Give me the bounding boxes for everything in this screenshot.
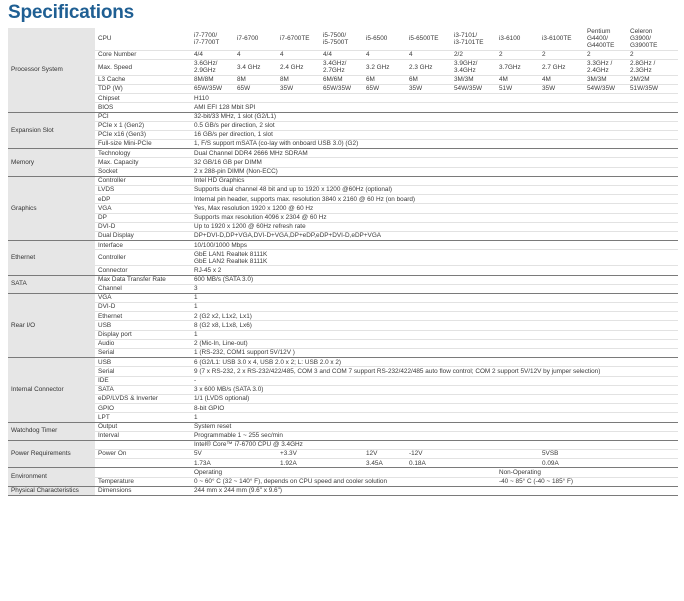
table-row <box>8 312 678 321</box>
cell-line: i5-6500TE <box>409 35 439 43</box>
cpu-model-cell <box>234 28 277 50</box>
value-cell: 10/100/1000 Mbps <box>191 241 678 250</box>
value-cell: 8 (G2 x8, L1x8, Lx6) <box>191 321 678 330</box>
value-cell <box>627 59 678 75</box>
value-cell: 1/1 (LVDS optional) <box>191 394 678 403</box>
category-cell: Rear I/O <box>8 293 95 357</box>
value-cell <box>627 75 678 84</box>
cell-line: 2.8GHz / <box>630 60 656 68</box>
power-rail: 5V <box>191 450 277 459</box>
table-row <box>8 213 678 222</box>
value-cell <box>191 84 234 93</box>
row-label: SATA <box>95 385 191 394</box>
cell-line: 3.6GHz/ <box>194 60 218 68</box>
value-cell <box>277 59 320 75</box>
row-label: LVDS <box>95 186 191 195</box>
value-cell <box>496 75 539 84</box>
value-cell: 1 (RS-232, COM1 support 5V/12V ) <box>191 349 678 358</box>
table-row <box>8 284 678 293</box>
cell-line: 4 <box>409 51 413 59</box>
value-cell <box>496 84 539 93</box>
cell-line: 4M <box>542 76 551 84</box>
category-cell: Expansion Slot <box>8 112 95 149</box>
cell-line: 2 <box>630 51 634 59</box>
cell-line: Celeron <box>630 28 653 35</box>
cell-line: i3-6100 <box>499 35 521 43</box>
cpu-model-cell <box>584 28 627 50</box>
table-row <box>8 130 678 139</box>
env-nonoperating-value: -40 ~ 85° C (-40 ~ 185° F) <box>496 477 678 486</box>
cell-line: Pentium <box>587 28 611 35</box>
table-row <box>8 321 678 330</box>
cpu-model-cell <box>191 28 234 50</box>
power-heading: Intel® Core™ i7-6700 CPU @ 3.4GHz <box>191 440 678 449</box>
cell-line: G3900TE <box>630 42 658 50</box>
row-label: CPU <box>95 28 191 50</box>
table-row <box>8 28 678 50</box>
power-current: 0.18A <box>406 459 539 468</box>
value-cell <box>627 84 678 93</box>
value-cell: - <box>191 376 678 385</box>
value-cell: 9 (7 x RS-232, 2 x RS-232/422/485, COM 3 and COM 7 support RS-232/422/485 auto flow control; COM 2 support 5V/12V by jumper selection) <box>191 367 678 376</box>
page-title: Specifications <box>8 2 135 23</box>
cell-line: i3-7101TE <box>454 38 484 46</box>
cell-line: 4 <box>237 51 241 59</box>
value-cell <box>277 50 320 59</box>
table-row <box>8 158 678 167</box>
cell-line: 3M/3M <box>587 76 607 84</box>
value-cell <box>191 250 678 266</box>
table-row <box>8 440 678 449</box>
cpu-model-cell <box>406 28 451 50</box>
value-cell <box>406 50 451 59</box>
cell-line: 3.9GHz/ <box>454 60 478 68</box>
cell-line: i3-7101/ <box>454 31 478 39</box>
cell-line: 4 <box>280 51 284 59</box>
value-cell <box>320 59 363 75</box>
cpu-model-cell <box>627 28 678 50</box>
table-row <box>8 486 678 495</box>
cell-line: 3.3GHz / <box>587 60 613 68</box>
row-label: Dual Display <box>95 231 191 240</box>
row-label: Channel <box>95 284 191 293</box>
value-cell <box>234 50 277 59</box>
value-cell <box>234 59 277 75</box>
value-cell: 3 <box>191 284 678 293</box>
cell-line: 65W <box>366 85 380 93</box>
value-cell <box>191 50 234 59</box>
cell-line: i7-6700TE <box>280 35 310 43</box>
cpu-model-cell <box>277 28 320 50</box>
cell-line: 2.7 GHz <box>542 63 566 71</box>
row-label: DP <box>95 213 191 222</box>
value-cell <box>627 50 678 59</box>
row-label <box>95 440 191 449</box>
table-row <box>8 94 678 103</box>
category-cell: Internal Connector <box>8 358 95 422</box>
row-label: BIOS <box>95 103 191 112</box>
row-label: Chipset <box>95 94 191 103</box>
cell-line: 54W/35W <box>587 85 616 93</box>
table-row <box>8 149 678 158</box>
row-label: Max. Capacity <box>95 158 191 167</box>
value-cell <box>451 59 496 75</box>
table-row <box>8 303 678 312</box>
value-cell <box>451 84 496 93</box>
value-cell: Supports dual channel 48 bit and up to 1920 x 1200 @60Hz (optional) <box>191 186 678 195</box>
cell-line: G4400/ <box>587 35 608 43</box>
table-row <box>8 140 678 149</box>
category-cell: Processor System <box>8 28 95 112</box>
value-cell <box>584 50 627 59</box>
cell-line: GbE LAN2 Realtek 8111K <box>194 257 268 265</box>
cell-line: 3.7GHz <box>499 63 521 71</box>
table-row <box>8 195 678 204</box>
row-label: Ethernet <box>95 312 191 321</box>
row-label: Audio <box>95 339 191 348</box>
cell-line: 35W <box>280 85 294 93</box>
value-cell: 1 <box>191 303 678 312</box>
table-row <box>8 231 678 240</box>
cell-line: 3M/3M <box>454 76 474 84</box>
table-row <box>8 186 678 195</box>
table-row <box>8 84 678 93</box>
cell-line: i7-7700T <box>194 38 220 46</box>
value-cell: 0.5 GB/s per direction, 2 slot <box>191 121 678 130</box>
value-cell <box>584 84 627 93</box>
value-cell: 600 MB/s (SATA 3.0) <box>191 275 678 284</box>
table-row <box>8 275 678 284</box>
power-current: 1.92A <box>277 459 363 468</box>
cell-line: 54W/35W <box>454 85 483 93</box>
row-label: Power On <box>95 450 191 459</box>
table-row <box>8 293 678 302</box>
cell-line: 4/4 <box>323 51 332 59</box>
table-row <box>8 339 678 348</box>
table-row <box>8 422 678 431</box>
value-cell <box>539 50 584 59</box>
cell-line: 35W <box>542 85 556 93</box>
cell-line: 6M <box>366 76 375 84</box>
table-row <box>8 404 678 413</box>
value-cell: RJ-45 x 2 <box>191 266 678 275</box>
row-label: DVI-D <box>95 303 191 312</box>
row-label: Technology <box>95 149 191 158</box>
value-cell <box>234 75 277 84</box>
value-cell: 32 GB/16 GB per DIMM <box>191 158 678 167</box>
cell-line: 2 <box>499 51 503 59</box>
cell-line: i3-6100TE <box>542 35 572 43</box>
table-row <box>8 413 678 422</box>
cell-line: 35W <box>409 85 423 93</box>
table-row <box>8 121 678 130</box>
value-cell: 2 (G2 x2, L1x2, Lx1) <box>191 312 678 321</box>
row-label: IDE <box>95 376 191 385</box>
cell-line: 2.9GHz <box>194 67 216 75</box>
cpu-model-cell <box>451 28 496 50</box>
cell-line: 65W/35W <box>194 85 223 93</box>
value-cell: 32-bit/33 MHz, 1 slot (G2/L1) <box>191 112 678 121</box>
row-label <box>95 468 191 477</box>
row-label: LPT <box>95 413 191 422</box>
row-label: Core Number <box>95 50 191 59</box>
power-rail: 5VSB <box>539 450 678 459</box>
value-cell <box>539 84 584 93</box>
row-label: PCI <box>95 112 191 121</box>
cell-line: 51W/35W <box>630 85 659 93</box>
table-row <box>8 385 678 394</box>
category-cell: Ethernet <box>8 241 95 275</box>
value-cell: Dual Channel DDR4 2666 MHz SDRAM <box>191 149 678 158</box>
category-cell: Power Requirements <box>8 440 95 468</box>
value-cell: H110 <box>191 94 678 103</box>
value-cell <box>406 84 451 93</box>
cell-line: 8M/8M <box>194 76 214 84</box>
cpu-model-cell <box>496 28 539 50</box>
cell-line: i5-7500T <box>323 38 349 46</box>
value-cell: 2 x 288-pin DIMM (Non-ECC) <box>191 167 678 176</box>
value-cell: 244 mm x 244 mm (9.6" x 9.6") <box>191 486 678 495</box>
cell-line: 6M <box>409 76 418 84</box>
table-row <box>8 250 678 266</box>
value-cell <box>363 84 406 93</box>
value-cell: 2 (Mic-In, Line-out) <box>191 339 678 348</box>
cell-line: i7-7700/ <box>194 31 218 39</box>
table-row <box>8 459 678 468</box>
table-row <box>8 167 678 176</box>
cell-line: 3.2 GHz <box>366 63 390 71</box>
row-label: VGA <box>95 204 191 213</box>
value-cell: System reset <box>191 422 678 431</box>
table-row <box>8 367 678 376</box>
category-cell: Environment <box>8 468 95 486</box>
cell-line: i5-7500/ <box>323 31 347 39</box>
row-label: Full-size Mini-PCIe <box>95 140 191 149</box>
row-label: Connector <box>95 266 191 275</box>
specifications-table <box>8 28 678 496</box>
value-cell <box>234 84 277 93</box>
row-label: Serial <box>95 349 191 358</box>
row-label: Interface <box>95 241 191 250</box>
value-cell <box>363 50 406 59</box>
power-current: 3.45A <box>363 459 406 468</box>
row-label: PCIe x16 (Gen3) <box>95 130 191 139</box>
value-cell <box>277 84 320 93</box>
cell-line: 2/2 <box>454 51 463 59</box>
row-label: Display port <box>95 330 191 339</box>
value-cell <box>406 59 451 75</box>
cell-line: 4/4 <box>194 51 203 59</box>
value-cell <box>363 75 406 84</box>
row-label: eDP/LVDS & Inverter <box>95 394 191 403</box>
value-cell: 8-bit GPIO <box>191 404 678 413</box>
category-cell: Physical Characteristics <box>8 486 95 495</box>
row-label: Controller <box>95 250 191 266</box>
table-row <box>8 176 678 185</box>
value-cell <box>451 75 496 84</box>
cell-line: 2 <box>542 51 546 59</box>
row-label: eDP <box>95 195 191 204</box>
cell-line: i7-6700 <box>237 35 259 43</box>
table-row <box>8 431 678 440</box>
table-row <box>8 222 678 231</box>
row-label <box>95 459 191 468</box>
table-row <box>8 477 678 486</box>
table-row <box>8 330 678 339</box>
row-label: Controller <box>95 176 191 185</box>
power-rail: 12V <box>363 450 406 459</box>
cell-line: G4400TE <box>587 42 615 50</box>
value-cell: 1 <box>191 413 678 422</box>
cell-line: 2.3 GHz <box>409 63 433 71</box>
value-cell: Internal pin header, supports max. resolution 3840 x 2160 @ 60 Hz (on board) <box>191 195 678 204</box>
power-rail: +3.3V <box>277 450 363 459</box>
row-label: Interval <box>95 431 191 440</box>
env-operating-value: 0 ~ 60° C (32 ~ 140° F), depends on CPU speed and cooler solution <box>191 477 496 486</box>
table-row <box>8 241 678 250</box>
row-label: PCIe x 1 (Gen2) <box>95 121 191 130</box>
value-cell <box>320 84 363 93</box>
cell-line: 51W <box>499 85 513 93</box>
row-label: L3 Cache <box>95 75 191 84</box>
cell-line: 6M/6M <box>323 76 343 84</box>
value-cell <box>584 59 627 75</box>
cpu-model-cell <box>363 28 406 50</box>
table-row <box>8 75 678 84</box>
cell-line: 3.4 GHz <box>237 63 261 71</box>
table-row <box>8 376 678 385</box>
cell-line: 2.4GHz <box>587 67 609 75</box>
cell-line: 2 <box>587 51 591 59</box>
category-cell: Watchdog Timer <box>8 422 95 440</box>
row-label: VGA <box>95 293 191 302</box>
power-rail: -12V <box>406 450 539 459</box>
cell-line: G3900/ <box>630 35 651 43</box>
value-cell <box>539 59 584 75</box>
row-label: Max Data Transfer Rate <box>95 275 191 284</box>
row-label: USB <box>95 358 191 367</box>
row-label: Socket <box>95 167 191 176</box>
value-cell <box>539 75 584 84</box>
category-cell: SATA <box>8 275 95 293</box>
cell-line: 2.7GHz <box>323 67 345 75</box>
table-row <box>8 450 678 459</box>
cpu-model-cell <box>539 28 584 50</box>
table-row <box>8 204 678 213</box>
cell-line: i5-6500 <box>366 35 388 43</box>
row-label: TDP (W) <box>95 84 191 93</box>
row-label: DVI-D <box>95 222 191 231</box>
table-row <box>8 358 678 367</box>
row-label: Output <box>95 422 191 431</box>
cell-line: 65W <box>237 85 251 93</box>
row-label: GPIO <box>95 404 191 413</box>
cell-line: GbE LAN1 Realtek 8111K <box>194 250 268 258</box>
cell-line: 3.4GHz <box>454 67 476 75</box>
value-cell <box>406 75 451 84</box>
value-cell: DP+DVI-D,DP+VGA,DVI-D+VGA,DP+eDP,eDP+DVI-D,eDP+VGA <box>191 231 678 240</box>
value-cell: 1 <box>191 330 678 339</box>
env-nonoperating-label: Non-Operating <box>496 468 678 477</box>
value-cell <box>320 50 363 59</box>
value-cell <box>191 59 234 75</box>
row-label: Dimensions <box>95 486 191 495</box>
cell-line: 2.3GHz <box>630 67 652 75</box>
value-cell: 1, F/S support mSATA (co-lay with onboard USB 3.0) (G2) <box>191 140 678 149</box>
value-cell: 1 <box>191 293 678 302</box>
value-cell <box>277 75 320 84</box>
value-cell <box>451 50 496 59</box>
row-label: USB <box>95 321 191 330</box>
value-cell: 3 x 600 MB/s (SATA 3.0) <box>191 385 678 394</box>
value-cell <box>496 59 539 75</box>
power-current: 0.09A <box>539 459 678 468</box>
cpu-model-cell <box>320 28 363 50</box>
table-row <box>8 59 678 75</box>
cell-line: 2.4 GHz <box>280 63 304 71</box>
category-cell: Memory <box>8 149 95 177</box>
cell-line: 3.4GHz/ <box>323 60 347 68</box>
table-row <box>8 468 678 477</box>
cell-line: 4M <box>499 76 508 84</box>
power-current: 1.73A <box>191 459 277 468</box>
env-operating-label: Operating <box>191 468 496 477</box>
row-label: Max. Speed <box>95 59 191 75</box>
value-cell <box>584 75 627 84</box>
cell-line: 8M <box>237 76 246 84</box>
value-cell: 16 GB/s per direction, 1 slot <box>191 130 678 139</box>
table-row <box>8 349 678 358</box>
cell-line: 4 <box>366 51 370 59</box>
table-row <box>8 50 678 59</box>
table-row <box>8 266 678 275</box>
row-label: Serial <box>95 367 191 376</box>
value-cell: Yes, Max resolution 1920 x 1200 @ 60 Hz <box>191 204 678 213</box>
category-cell: Graphics <box>8 176 95 240</box>
row-label: Temperature <box>95 477 191 486</box>
value-cell <box>320 75 363 84</box>
value-cell: 6 (G2/L1: USB 3.0 x 4, USB 2.0 x 2; L: USB 2.0 x 2) <box>191 358 678 367</box>
cell-line: 2M/2M <box>630 76 650 84</box>
value-cell <box>496 50 539 59</box>
cell-line: 8M <box>280 76 289 84</box>
table-row <box>8 394 678 403</box>
value-cell: Supports max resolution 4096 x 2304 @ 60 Hz <box>191 213 678 222</box>
value-cell <box>363 59 406 75</box>
value-cell <box>191 75 234 84</box>
table-row <box>8 103 678 112</box>
value-cell: Up to 1920 x 1200 @ 60Hz refresh rate <box>191 222 678 231</box>
value-cell: Programmable 1 ~ 255 sec/min <box>191 431 678 440</box>
cell-line: 65W/35W <box>323 85 352 93</box>
value-cell: AMI EFI 128 Mbit SPI <box>191 103 678 112</box>
value-cell: Intel HD Graphics <box>191 176 678 185</box>
table-row <box>8 112 678 121</box>
